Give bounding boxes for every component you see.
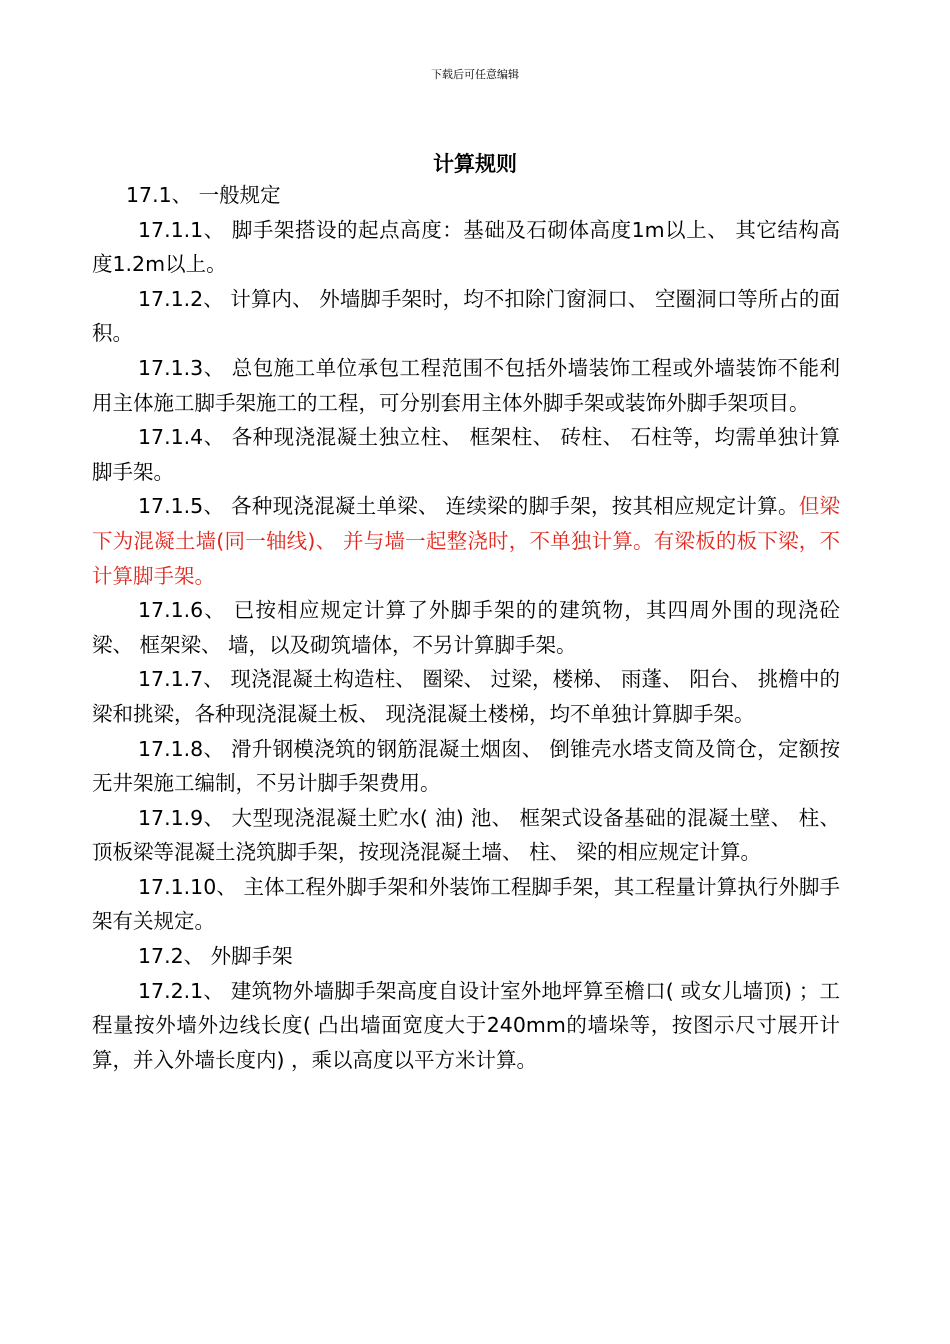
paragraph-text: 17.1.7、 现浇混凝土构造柱、 圈梁、 过梁，楼梯、 雨蓬、 阳台、 挑檐中的梁和挑梁，各种现浇混凝土板、 现浇混凝土楼梯，均不单独计算脚手架。: [92, 667, 840, 726]
paragraph-17-1-10: [92, 870, 840, 939]
paragraph-17-2-1: [92, 974, 840, 1078]
paragraph-text: 17.1.2、 计算内、 外墙脚手架时，均不扣除门窗洞口、 空圈洞口等所占的面积。: [92, 286, 840, 346]
paragraph-17-1: [92, 178, 840, 213]
paragraph-17-1-6: [92, 593, 840, 662]
paragraph-text: 17.1.9、 大型现浇混凝土贮水( 油) 池、 框架式设备基础的混凝土壁、 柱、 顶板梁等混凝土浇筑脚手架，按现浇混凝土墙、 柱、 梁的相应规定计算。: [92, 805, 840, 865]
paragraph-text: 17.2.1、 建筑物外墙脚手架高度自设计室外地坪算至檐口( 或女儿墙顶) ；工程量按外墙外边线长度( 凸出墙面宽度大于240mm的墙垛等，按图示尺寸展开计算，并入外墙长度内) ，乘以高度以平方米计算。: [92, 978, 840, 1072]
paragraph-text: 17.1.10、 主体工程外脚手架和外装饰工程脚手架，其工程量计算执行外脚手架有关规定。: [92, 874, 840, 934]
paragraph-text: 17.1.6、 已按相应规定计算了外脚手架的的建筑物，其四周外围的现浇砼梁、 框架梁、 墙，以及砌筑墙体，不另计算脚手架。: [92, 598, 840, 657]
paragraph-text: 17.1.8、 滑升钢模浇筑的钢筋混凝土烟囱、 倒锥壳水塔支筒及筒仓，定额按无井架施工编制，不另计脚手架费用。: [92, 736, 840, 796]
paragraph-17-1-1: [92, 213, 840, 282]
page-title: 计算规则: [433, 152, 517, 176]
paragraph-text: 17.1.1、 脚手架搭设的起点高度：基础及石砌体高度1m以上、 其它结构高度1.2m以上。: [92, 217, 840, 277]
paragraph-text: 17.2、 外脚手架: [138, 944, 293, 969]
document-body: [92, 178, 840, 1077]
paragraph-17-1-8: [92, 732, 840, 801]
page-header: 下载后可任意编辑: [431, 68, 519, 81]
paragraph-17-1-5: [92, 489, 840, 593]
paragraph-17-2: [92, 939, 840, 974]
highlighted-red-text: 但梁下为混凝土墙(同一轴线)、 并与墙一起整浇时，不单独计算。有梁板的板下梁，不计算脚手架。: [92, 494, 840, 588]
paragraph-17-1-4: [92, 420, 840, 489]
paragraph-17-1-3: [92, 351, 840, 420]
paragraph-text: 17.1、 一般规定: [126, 183, 281, 207]
paragraph-text: 17.1.3、 总包施工单位承包工程范围不包括外墙装饰工程或外墙装饰不能利用主体施工脚手架施工的工程，可分别套用主体外脚手架或装饰外脚手架项目。: [92, 355, 840, 415]
paragraph-17-1-9: [92, 801, 840, 870]
paragraph-17-1-7: [92, 662, 840, 731]
paragraph-text: 17.1.5、 各种现浇混凝土单梁、 连续梁的脚手架，按其相应规定计算。: [138, 494, 799, 519]
paragraph-17-1-2: [92, 282, 840, 351]
paragraph-text: 17.1.4、 各种现浇混凝土独立柱、 框架柱、 砖柱、 石柱等，均需单独计算脚手架。: [92, 425, 840, 484]
